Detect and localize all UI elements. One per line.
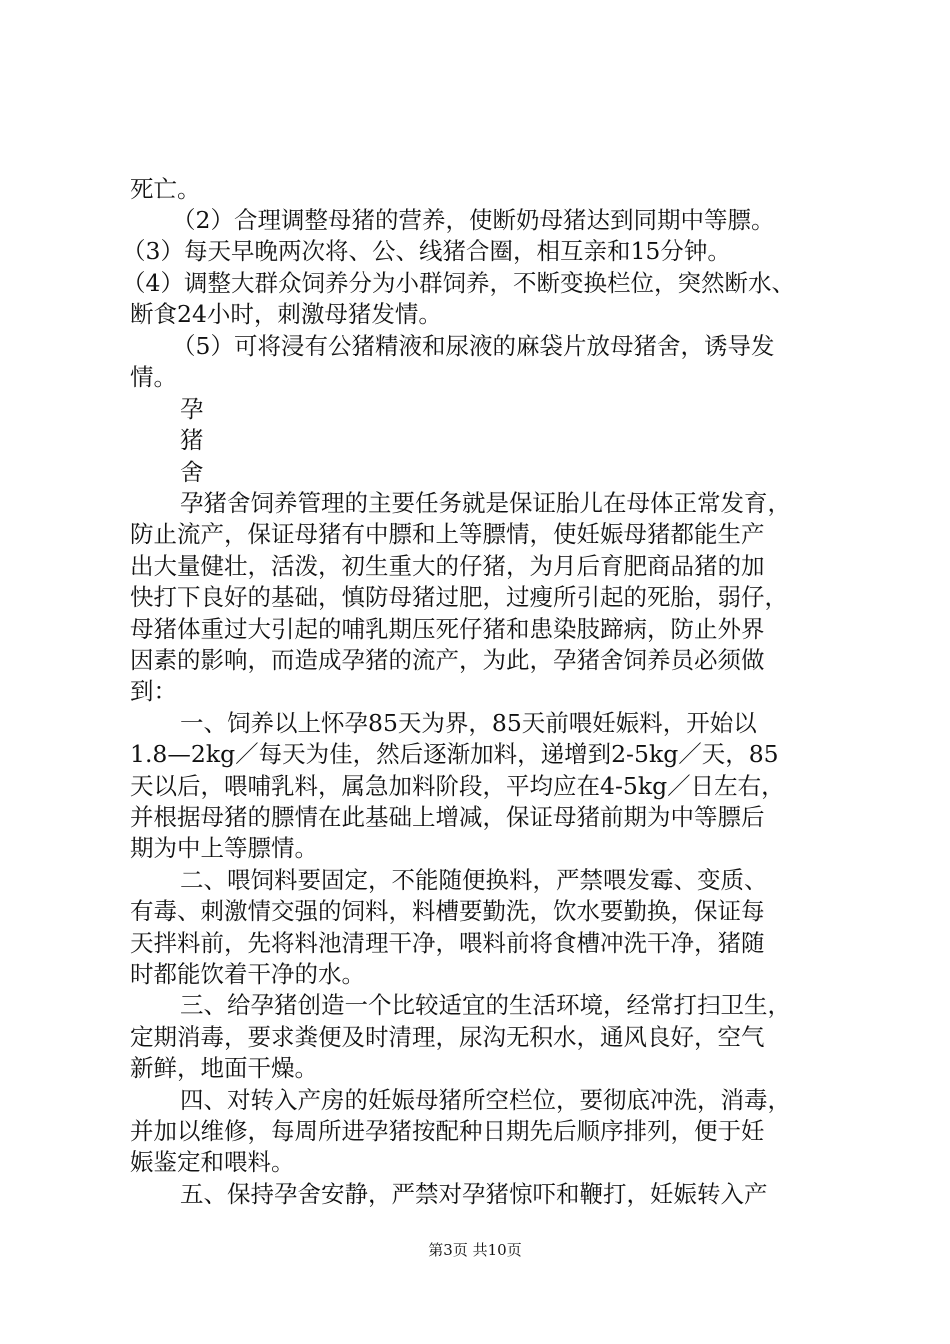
text-line: 出大量健壮，活泼，初生重大的仔猪，为月后育肥商品猪的加: [130, 552, 765, 580]
text-line: 快打下良好的基础，慎防母猪过肥，过瘦所引起的死胎，弱仔，: [130, 583, 788, 611]
text-line: 一、饲养以上怀孕85天为界，85天前喂妊娠料，开始以: [180, 709, 757, 737]
vertical-heading-char: 猪: [180, 426, 204, 454]
text-line: 1.8—2kg／每天为佳，然后逐渐加料，递增到2-5kg／天，85: [130, 740, 779, 768]
text-line: （2）合理调整母猪的营养，使断奶母猪达到同期中等膘。: [172, 206, 775, 234]
text-line: 到：: [130, 677, 177, 705]
text-line: 并根据母猪的膘情在此基础上增减，保证母猪前期为中等膘后: [130, 803, 765, 831]
text-line: （4）调整大群众饲养分为小群饲养，不断变换栏位，突然断水、: [122, 269, 795, 297]
text-line: 新鲜，地面干燥。: [130, 1054, 318, 1082]
text-line: （5）可将浸有公猪精液和尿液的麻袋片放母猪舍，诱导发: [172, 332, 775, 360]
text-line: 有毒、刺激情交强的饲料，料槽要勤洗，饮水要勤换，保证每: [130, 897, 765, 925]
text-line: 定期消毒，要求粪便及时清理，尿沟无积水，通风良好，空气: [130, 1023, 765, 1051]
text-line: 时都能饮着干净的水。: [130, 960, 365, 988]
vertical-heading-char: 舍: [180, 458, 204, 486]
text-line: 娠鉴定和喂料。: [130, 1148, 295, 1176]
text-line: 天以后，喂哺乳料，属急加料阶段，平均应在4-5kg／日左右，: [130, 772, 785, 800]
text-line: 情。: [130, 363, 177, 391]
text-line: （3）每天早晚两次将、公、线猪合圈，相互亲和15分钟。: [122, 237, 731, 265]
text-line: 断食24小时，刺激母猪发情。: [130, 300, 442, 328]
text-line: 死亡。: [130, 175, 201, 203]
text-line: 孕猪舍饲养管理的主要任务就是保证胎儿在母体正常发育，: [180, 489, 791, 517]
text-line: 并加以维修，每周所进孕猪按配种日期先后顺序排列，便于妊: [130, 1117, 765, 1145]
text-line: 母猪体重过大引起的哺乳期压死仔猪和患染肢蹄病，防止外界: [130, 615, 765, 643]
text-line: 防止流产，保证母猪有中膘和上等膘情，使妊娠母猪都能生产: [130, 520, 765, 548]
text-line: 五、保持孕舍安静，严禁对孕猪惊吓和鞭打，妊娠转入产: [180, 1180, 768, 1208]
text-line: 期为中上等膘情。: [130, 834, 318, 862]
text-line: 三、给孕猪创造一个比较适宜的生活环境，经常打扫卫生，: [180, 991, 791, 1019]
text-line: 天拌料前，先将料池清理干净，喂料前将食槽冲洗干净，猪随: [130, 929, 765, 957]
text-line: 二、喂饲料要固定，不能随便换料，严禁喂发霉、变质、: [180, 866, 768, 894]
vertical-heading-char: 孕: [180, 395, 204, 423]
page-footer: 第3页 共10页: [428, 1241, 522, 1259]
text-line: 四、对转入产房的妊娠母猪所空栏位，要彻底冲洗，消毒，: [180, 1086, 791, 1114]
text-line: 因素的影响，而造成孕猪的流产，为此，孕猪舍饲养员必须做: [130, 646, 765, 674]
